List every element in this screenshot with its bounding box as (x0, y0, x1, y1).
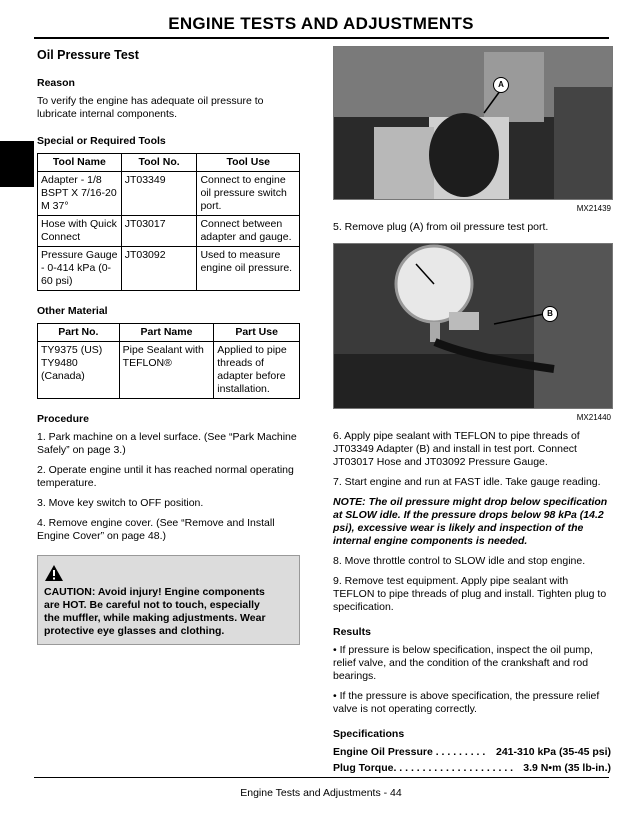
tools-heading: Special or Required Tools (37, 135, 166, 147)
header-rule (34, 37, 609, 39)
tool-no-cell: JT03017 (121, 216, 197, 247)
material-col-partuse: Part Use (214, 324, 300, 342)
material-col-partname: Part Name (119, 324, 214, 342)
tool-name-cell: Pressure Gauge - 0-414 kPa (0-60 psi) (38, 247, 122, 291)
material-col-partno: Part No. (38, 324, 120, 342)
part-no-cell: TY9375 (US) TY9480 (Canada) (38, 342, 120, 399)
table-row (38, 247, 300, 291)
figure-caption-1: MX21439 (576, 204, 611, 213)
material-header-row (38, 324, 300, 342)
procedure-heading: Procedure (37, 413, 89, 425)
figure-gauge-photo (333, 243, 613, 409)
caution-box (37, 555, 300, 645)
table-row (38, 342, 300, 399)
procedure-step-4: 4. Remove engine cover. (See “Remove and Install Engine Cover” on page 48.) (37, 517, 275, 542)
table-row (38, 216, 300, 247)
warning-triangle-icon (44, 564, 66, 586)
tool-no-cell: JT03349 (121, 172, 197, 216)
oil-filter-illustration (334, 47, 612, 199)
part-name-cell: Pipe Sealant with TEFLON® (119, 342, 214, 399)
tools-header-row (38, 154, 300, 172)
procedure-step-2: 2. Operate engine until it has reached normal operating temperature. (37, 464, 294, 489)
tool-use-cell: Used to measure engine oil pressure. (197, 247, 300, 291)
tool-name-cell: Hose with Quick Connect (38, 216, 122, 247)
footer-rule (34, 777, 609, 778)
tools-col-no: Tool No. (121, 154, 197, 172)
result-item-2: • If the pressure is above specification, the pressure relief valve is not operating correctly. (333, 690, 600, 715)
results-heading: Results (333, 626, 371, 638)
result-item-1: • If pressure is below specification, inspect the oil pump, relief valve, and the condition of the crankshaft and rod bearings. (333, 644, 593, 682)
page-footer: Engine Tests and Adjustments - 44 (240, 787, 402, 799)
spec-oil-pressure (333, 746, 611, 759)
figure-oil-port-photo (333, 46, 613, 200)
page-header: ENGINE TESTS AND ADJUSTMENTS (168, 14, 474, 33)
note-text: NOTE: The oil pressure might drop below specification at SLOW idle. If the pressure drops below 98 kPa (14.2 psi), excessive wear is likely and inspection of the internal engine components is needed. (333, 496, 608, 547)
procedure-step-9: 9. Remove test equipment. Apply pipe sealant with TEFLON to pipe threads of plug and install. Tighten plug to specification. (333, 575, 607, 613)
spec-value: 241-310 kPa (35-45 psi) (496, 746, 611, 758)
material-table (37, 323, 300, 399)
procedure-step-6: 6. Apply pipe sealant with TEFLON to pipe threads of JT03349 Adapter (B) and install in test port. Connect JT03017 Hose and JT03092 Pressure Gauge. (333, 430, 580, 468)
tools-table (37, 153, 300, 291)
tool-use-cell: Connect between adapter and gauge. (197, 216, 300, 247)
spec-label: Engine Oil Pressure . . . . . . . . . (333, 746, 486, 758)
tool-name-cell: Adapter - 1/8 BSPT X 7/16-20 M 37° (38, 172, 122, 216)
reason-text: To verify the engine has adequate oil pressure to lubricate internal components. (37, 95, 264, 120)
right-column (333, 46, 611, 778)
pressure-gauge-illustration (334, 244, 612, 408)
material-heading: Other Material (37, 305, 108, 317)
procedure-step-5: 5. Remove plug (A) from oil pressure test port. (333, 221, 549, 233)
callout-a: A (493, 77, 509, 93)
section-title: Oil Pressure Test (37, 48, 139, 62)
spec-plug-torque (333, 762, 611, 775)
procedure-step-3: 3. Move key switch to OFF position. (37, 497, 204, 509)
callout-b: B (542, 306, 558, 322)
tools-col-name: Tool Name (38, 154, 122, 172)
procedure-step-8: 8. Move throttle control to SLOW idle and stop engine. (333, 555, 586, 567)
reason-heading: Reason (37, 77, 75, 89)
section-tab (0, 141, 34, 187)
spec-value: 3.9 N•m (35 lb-in.) (523, 762, 611, 774)
procedure-step-7: 7. Start engine and run at FAST idle. Take gauge reading. (333, 476, 601, 488)
procedure-step-1: 1. Park machine on a level surface. (See “Park Machine Safely” on page 3.) (37, 431, 297, 456)
tools-col-use: Tool Use (197, 154, 300, 172)
tool-use-cell: Connect to engine oil pressure switch port. (197, 172, 300, 216)
left-column (37, 46, 300, 645)
spec-label: Plug Torque. . . . . . . . . . . . . . . . . . . . . (333, 762, 514, 774)
table-row (38, 172, 300, 216)
specifications-heading: Specifications (333, 728, 405, 740)
tool-no-cell: JT03092 (121, 247, 197, 291)
figure-caption-2: MX21440 (576, 413, 611, 422)
part-use-cell: Applied to pipe threads of adapter before installation. (214, 342, 300, 399)
caution-text: CAUTION: Avoid injury! Engine components are HOT. Be careful not to touch, especially the muffler, while making adjustments. Wear protective eye glasses and clothing. (44, 586, 266, 637)
